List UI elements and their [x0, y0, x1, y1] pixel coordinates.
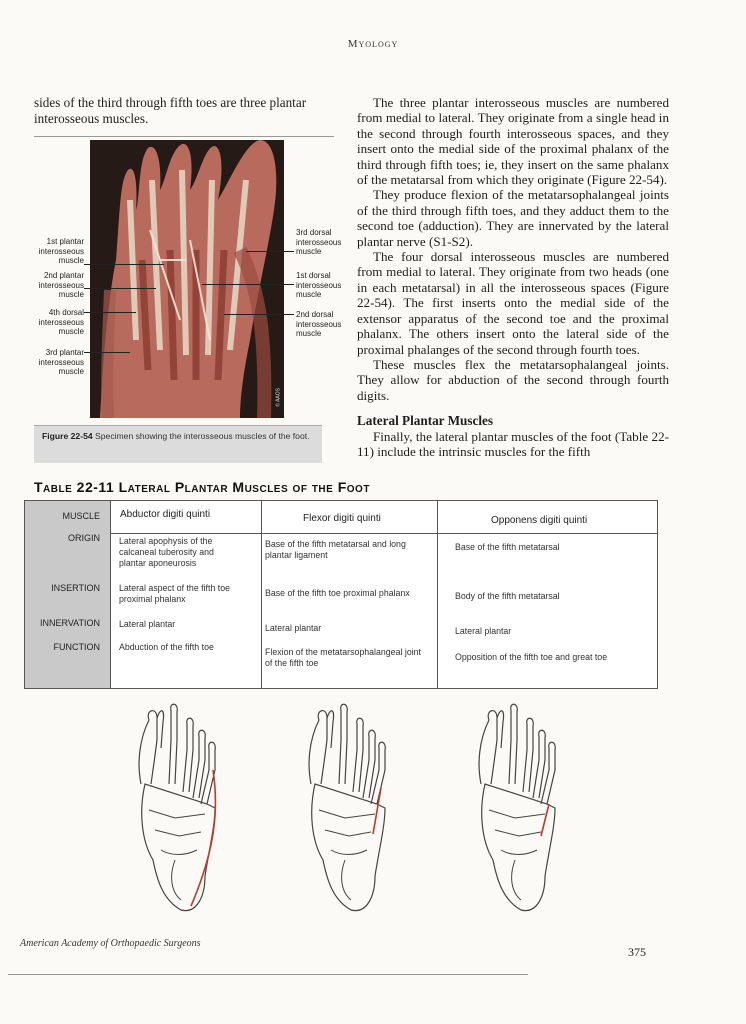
section-heading: Lateral Plantar Muscles — [357, 413, 494, 429]
label-4th-dorsal-interosseous: 4th dorsal interosseous muscle — [38, 308, 84, 336]
label-2nd-plantar-interosseous: 2nd plantar interosseous muscle — [38, 271, 84, 299]
table-vline — [261, 501, 262, 688]
label-3rd-dorsal-interosseous: 3rd dorsal interosseous muscle — [296, 228, 342, 256]
column-header: Opponens digiti quinti — [491, 515, 588, 526]
label-1st-dorsal-interosseous: 1st dorsal interosseous muscle — [296, 271, 342, 299]
table-cell: Flexion of the metatarsophalangeal joint of the fifth toe — [265, 647, 421, 668]
publisher-footer: American Academy of Orthopaedic Surgeons — [20, 938, 201, 949]
right-column — [357, 95, 669, 459]
foot-diagram-flexor — [309, 704, 385, 910]
caption-label: Figure 22-54 — [42, 431, 93, 441]
table-hline — [110, 533, 657, 534]
body-paragraph: They produce flexion of the metatarsophalangeal joints of the third through fifth toes, and they adduct them to the second toe (adduction). They are innervated by the lateral plantar nerve (S1-S2). — [357, 187, 669, 249]
table-cell: Lateral plantar — [455, 626, 512, 636]
body-paragraph: The four dorsal interosseous muscles are numbered from medial to lateral. They originate from two heads (one in each metatarsal) in all the interosseous spaces (Figure 22-54). The first inserts onto the medial side of the extensor apparatus of the second toe and the proximal phalanx. The others insert onto the lateral side of the proximal phalanges of the second through fourth toes. — [357, 249, 669, 357]
specimen-photo — [90, 140, 284, 418]
leader-line — [224, 314, 294, 315]
table-cell: Base of the fifth metatarsal — [455, 542, 560, 552]
table-cell: Opposition of the fifth toe and great toe — [455, 652, 608, 662]
body-paragraph: Finally, the lateral plantar muscles of the foot (Table 22-11) include the intrinsic muscles for the fifth — [357, 428, 669, 459]
row-header-column — [25, 501, 110, 688]
row-header-insertion: INSERTION — [51, 583, 100, 593]
leader-line — [246, 251, 294, 252]
row-header-origin: ORIGIN — [67, 533, 100, 543]
muscle-table — [24, 500, 658, 689]
table-vline — [110, 501, 111, 688]
leader-line — [84, 264, 164, 265]
column-header: Flexor digiti quinti — [303, 513, 381, 524]
table-cell: Abduction of the fifth toe — [119, 642, 214, 652]
body-paragraph: The three plantar interosseous muscles are numbered from medial to lateral. They originate from a single head in the second through fourth interosseous spaces, and they insert onto the medial side of the proximal phalanx of the third through fifth toes; ie, they insert on the same phalanx of the metatarsal from which they originate (Figure 22-54). — [357, 95, 669, 188]
leader-line — [84, 312, 136, 313]
leader-line — [84, 288, 156, 289]
footer-divider — [8, 974, 528, 975]
table-cell: Base of the fifth toe proximal phalanx — [265, 588, 410, 598]
leader-line — [84, 352, 130, 353]
column-header: Abductor digiti quinti — [120, 509, 211, 520]
running-head: Myology — [347, 38, 399, 50]
page-number: 375 — [628, 945, 646, 959]
leader-line — [202, 284, 294, 285]
label-3rd-plantar-interosseous: 3rd plantar interosseous muscle — [38, 348, 84, 376]
table-cell: Lateral aspect of the fifth toe proximal phalanx — [119, 583, 231, 604]
table-cell: Lateral plantar — [119, 619, 176, 629]
figure-caption — [34, 425, 322, 463]
label-2nd-dorsal-interosseous: 2nd dorsal interosseous muscle — [296, 310, 342, 338]
foot-diagrams — [0, 695, 746, 920]
divider — [34, 136, 334, 137]
table-cell: Lateral apophysis of the calcaneal tuberosity and plantar aponeurosis — [119, 536, 214, 568]
photo-credit: © AAOS — [276, 388, 282, 407]
left-column-top-text: sides of the third through fifth toes are three plantar interosseous muscles. — [34, 95, 307, 126]
caption-text: Specimen showing the interosseous muscles of the foot. — [95, 431, 310, 441]
table-cell: Base of the fifth metatarsal and long plantar ligament — [265, 539, 406, 560]
row-header-muscle: MUSCLE — [62, 511, 100, 521]
figure-22-54 — [34, 140, 342, 425]
row-header-function: FUNCTION — [53, 642, 100, 652]
body-paragraph: These muscles flex the metatarsophalangeal joints. They allow for abduction of the second through fourth digits. — [357, 356, 669, 403]
foot-illustrations — [0, 695, 746, 920]
label-1st-plantar-interosseous: 1st plantar interosseous muscle — [38, 237, 84, 265]
table-cell: Body of the fifth metatarsal — [455, 591, 560, 601]
foot-diagram-opponens — [479, 704, 555, 910]
table-vline — [437, 501, 438, 688]
row-header-innervation: INNERVATION — [39, 618, 100, 628]
table-title: Table 22-11 Lateral Plantar Muscles of the Foot — [34, 479, 370, 495]
table-cell: Lateral plantar — [265, 623, 322, 633]
foot-diagram-abductor — [139, 704, 215, 910]
